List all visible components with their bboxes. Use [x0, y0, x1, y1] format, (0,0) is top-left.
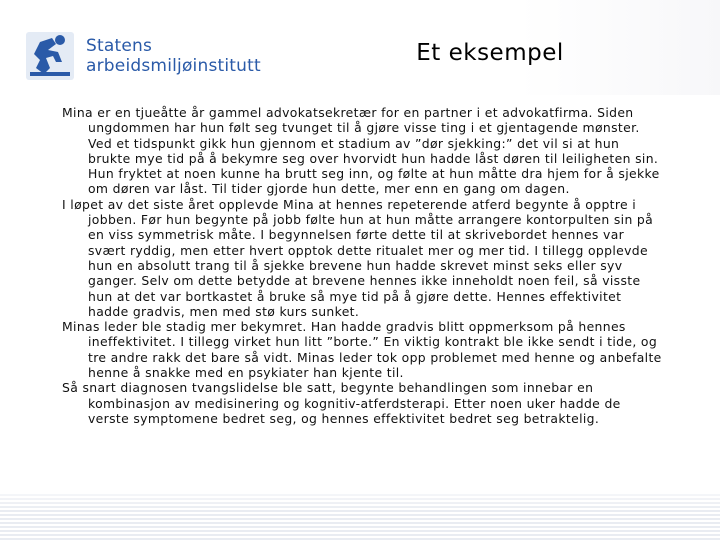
slide-body	[62, 105, 662, 426]
logo-line-statens: Statens	[86, 36, 153, 56]
logo-line-institute: arbeidsmiljøinstitutt	[86, 56, 261, 76]
paragraph: Minas leder ble stadig mer bekymret. Han hadde gradvis blitt oppmerksom på hennes ineffektivitet. I tillegg virket hun litt ”borte.” En viktig kontrakt ble ikke sendt i tide, og tre andre rakk det bare så vidt. Minas leder tok opp problemet med henne og anbefalte henne å snakke med en psykiater han kjente til.	[62, 319, 662, 381]
footer-stripes	[0, 492, 720, 540]
paragraph: Så snart diagnosen tvangslidelse ble satt, begynte behandlingen som innebar en kombinasjon av medisinering og kognitiv-atferdsterapi. Etter noen uker hadde de verste symptomene bedret seg, og hennes effektivitet bedret seg betraktelig.	[62, 380, 621, 426]
stami-figure-icon	[22, 28, 78, 84]
slide-title: Et eksempel	[416, 40, 564, 66]
stami-logo	[22, 28, 261, 86]
paragraph: I løpet av det siste året opplevde Mina at hennes repeterende atferd begynte å opptre i jobben. Før hun begynte på jobb følte hun at hun måtte arrangere kontorpulten sin på en viss symmetrisk måte. I begynnelsen førte dette til at skrivebordet hennes var svært ryddig, men etter hvert opptok dette ritualet mer og mer tid. I tillegg opplevde hun en absolutt trang til å sjekke brevene hun hadde skrevet minst seks eller syv ganger. Selv om dette betydde at brevene hennes ikke inneholdt noen feil, så visste hun at det var bortkastet å bruke så mye tid på å gjøre dette. Hennes effektivitet hadde gradvis, men med stø kurs sunket.	[62, 196, 654, 319]
paragraph: Mina er en tjueåtte år gammel advokatsekretær for en partner i et advokatfirma. Siden ungdommen har hun følt seg tvunget til å gjøre visse ting i et gjentagende mønster. Ved et tidspunkt gikk hun gjennom et stadium av ”dør sjekking:” det vil si at hun brukte mye tid på å bekymre seg over hvorvidt hun hadde låst døren til leiligheten sin. Hun fryktet at noen kunne ha brutt seg inn, og følte at hun måtte dra hjem for å sjekke om døren var låst. Til tider gjorde hun dette, mer enn en gang om dagen.	[62, 105, 660, 197]
